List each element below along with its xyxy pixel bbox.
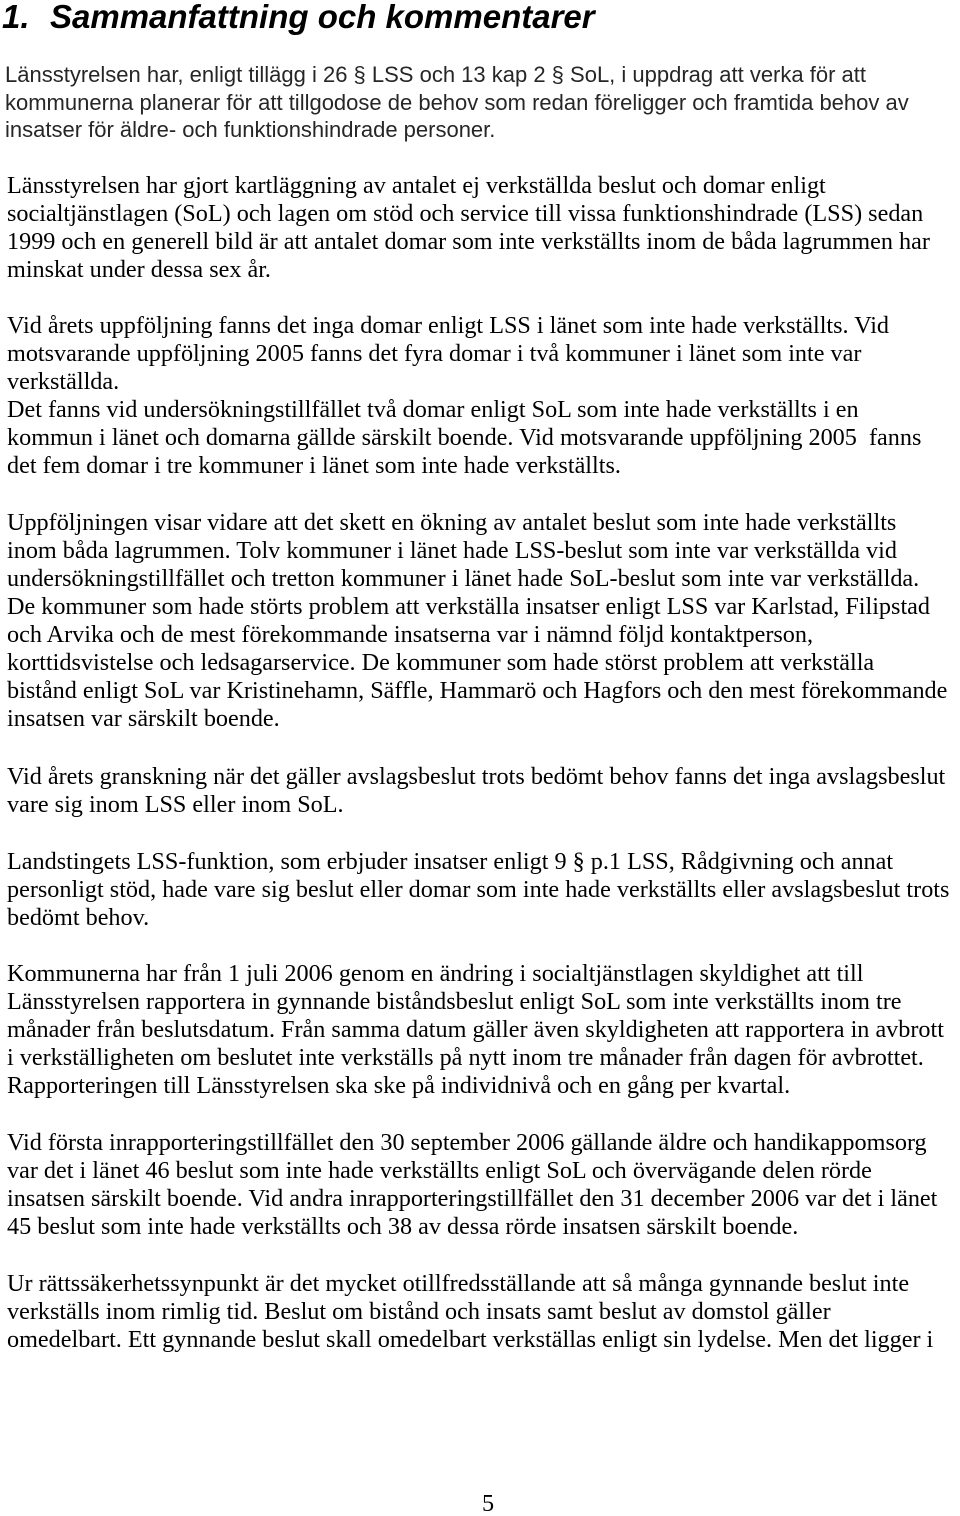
text-line: minskat under dessa sex år. [7, 256, 271, 283]
paragraph [7, 1129, 960, 1241]
paragraph-intro [5, 61, 960, 144]
text-line: det fem domar i tre kommuner i länet som inte hade verkställts. [7, 452, 621, 479]
text-line: Vid årets uppföljning fanns det inga domar enligt LSS i länet som inte hade verkställts. Vid [7, 312, 890, 339]
text-line: motsvarande uppföljning 2005 fanns det fyra domar i två kommuner i länet som inte var [7, 340, 862, 367]
page-number: 5 [482, 1490, 495, 1516]
text-line: insatsen var särskilt boende. [7, 705, 280, 732]
text-line: kommun i länet och domarna gällde särskilt boende. Vid motsvarande uppföljning 2005 fanns [7, 424, 922, 451]
section-title: Sammanfattning och kommentarer [50, 0, 595, 35]
section-heading [0, 0, 960, 34]
text-line: Länsstyrelsen rapportera in gynnande biståndsbeslut enligt SoL som inte verkställts inom tre [7, 988, 902, 1015]
text-line: kommunerna planerar för att tillgodose de behov som redan föreligger och framtida behov av [5, 89, 909, 115]
text-line: omedelbart. Ett gynnande beslut skall omedelbart verkställas enligt sin lydelse. Men det ligger i [7, 1326, 934, 1353]
text-line: Vid årets granskning när det gäller avslagsbeslut trots bedömt behov fanns det inga avslagsbeslut [7, 763, 946, 790]
text-line: undersökningstillfället och tretton kommuner i länet hade SoL-beslut som inte var verkställda. [7, 565, 920, 592]
paragraph [7, 848, 960, 932]
text-line: insatsen särskilt boende. Vid andra inrapporteringstillfället den 31 december 2006 var det i länet [7, 1185, 938, 1212]
paragraph [7, 172, 960, 284]
text-line: verkställs inom rimlig tid. Beslut om bistånd och insats samt beslut av domstol gäller [7, 1298, 831, 1325]
section-number: 1. [2, 0, 30, 35]
paragraph [7, 763, 960, 819]
text-line: bedömt behov. [7, 904, 150, 931]
text-line: månader från beslutsdatum. Från samma datum gäller även skyldigheten att rapportera in avbrott [7, 1016, 944, 1043]
text-line: bistånd enligt SoL var Kristinehamn, Säffle, Hammarö och Hagfors och den mest förekommande [7, 677, 948, 704]
text-line: Uppföljningen visar vidare att det skett en ökning av antalet beslut som inte hade verkställts [7, 509, 897, 536]
text-line: Kommunerna har från 1 juli 2006 genom en ändring i socialtjänstlagen skyldighet att till [7, 960, 864, 987]
text-line: De kommuner som hade störts problem att verkställa insatser enligt LSS var Karlstad, Filipstad [7, 593, 930, 620]
text-line: var det i länet 46 beslut som inte hade verkställts enligt SoL och övervägande delen rörde [7, 1157, 872, 1184]
text-line: vare sig inom LSS eller inom SoL. [7, 791, 344, 818]
text-line: inom båda lagrummen. Tolv kommuner i länet hade LSS-beslut som inte var verkställda vid [7, 537, 897, 564]
text-line: i verkställigheten om beslutet inte verkställs på nytt inom tre månader från dagen för avbrottet. [7, 1044, 924, 1071]
text-line: verkställda. [7, 368, 120, 395]
text-line: korttidsvistelse och ledsagarservice. De kommuner som hade störst problem att verkställa [7, 649, 875, 676]
text-line: 1999 och en generell bild är att antalet domar som inte verkställts inom de båda lagrummen har [7, 228, 930, 255]
text-line: insatser för äldre- och funktionshindrade personer. [5, 117, 496, 142]
text-line: och Arvika och de mest förekommande insatserna var i nämnd följd kontaktperson, [7, 621, 814, 648]
paragraph [7, 509, 960, 733]
text-line: Rapporteringen till Länsstyrelsen ska ske på individnivå och en gång per kvartal. [7, 1072, 791, 1099]
paragraph [7, 960, 960, 1100]
text-line: Ur rättssäkerhetssynpunkt är det mycket otillfredsställande att så många gynnande beslut inte [7, 1270, 910, 1297]
text-line: Det fanns vid undersökningstillfället två domar enligt SoL som inte hade verkställts i en [7, 396, 859, 423]
text-line: personligt stöd, hade vare sig beslut eller domar som inte hade verkställts eller avslagsbeslut trots [7, 876, 950, 903]
text-line: Länsstyrelsen har, enligt tillägg i 26 § LSS och 13 kap 2 § SoL, i uppdrag att verka för att [5, 62, 866, 87]
text-line: Landstingets LSS-funktion, som erbjuder insatser enligt 9 § p.1 LSS, Rådgivning och annat [7, 848, 894, 875]
text-line: Vid första inrapporteringstillfället den 30 september 2006 gällande äldre och handikappomsorg [7, 1129, 927, 1156]
paragraph [7, 1270, 960, 1354]
text-line: Länsstyrelsen har gjort kartläggning av antalet ej verkställda beslut och domar enligt [7, 172, 826, 199]
text-line: socialtjänstlagen (SoL) och lagen om stöd och service till vissa funktionshindrade (LSS) sedan [7, 200, 924, 227]
paragraph [7, 312, 960, 480]
text-line: 45 beslut som inte hade verkställts och 38 av dessa rörde insatsen särskilt boende. [7, 1213, 799, 1240]
